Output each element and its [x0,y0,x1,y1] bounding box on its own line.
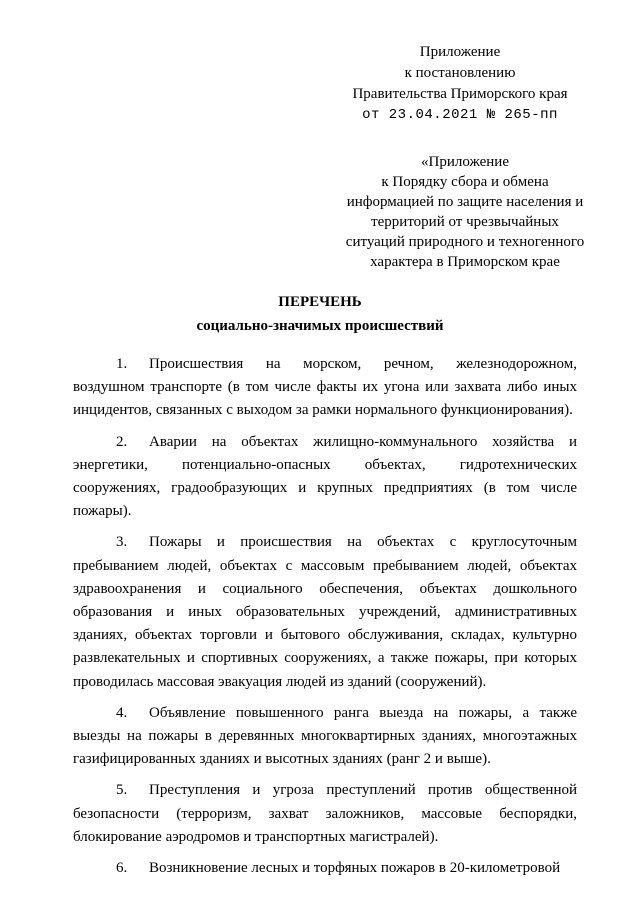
appendix-line-6: характера в Приморском крае [370,254,560,270]
list-item [73,531,577,693]
list-item-text: Возникновение лесных и торфяных пожаров в 20-километровой [149,860,561,877]
header-line-to-resolution: к постановлению [404,65,516,81]
list-item-text: Аварии на объектах жилищно-коммунального хозяйства и энергетики, потенциально-опасных объектах, гидротехнических сооружениях, градообразующих и крупных предприятиях (в том числе пожары). [73,433,577,520]
appendix-line-3: информацией по защите населения и [346,194,584,210]
list-item-number: 1. [116,356,128,372]
appendix-line-2: к Порядку сбора и обмена [381,174,549,190]
list-item [73,353,577,423]
document-title [0,290,640,338]
appendix-line-1: «Приложение [420,154,509,170]
appendix-reference [340,152,590,272]
appendix-line-4: территорий от чрезвычайных [371,214,559,230]
list-item-number: 3. [116,534,128,551]
title-main: ПЕРЕЧЕНЬ [278,294,362,310]
list-item-text: Объявление повышенного ранга выезда на пожары, а также выезды на пожары в деревянных многоквартирных зданиях, многоэтажных газифицированных зданиях и высотных зданиях (ранг 2 и выше). [73,704,577,768]
header-line-government: Правительства Приморского края [352,86,568,102]
list-item-number: 4. [116,704,128,721]
list-item-text: Пожары и происшествия на объектах с круглосуточным пребыванием людей, объектах с массовым пребыванием людей, объектах здравоохранения и социального обеспечения, объектах дошкольного образования и иных образовательных учреждений, административных зданиях, объектах торговли и бытового обслуживания, складах, культурно развлекательных и спортивных сооружениях, а также пожары, при которых проводилась массовая эвакуация людей из зданий (сооружений). [73,534,577,690]
list-item [73,857,577,880]
list-item-text: Преступления и угроза преступлений против общественной безопасности (терроризм, захват заложников, массовые беспорядки, блокирование аэродромов и транспортных магистралей). [73,782,577,845]
list-item [73,431,577,524]
list-item-number: 6. [116,860,128,877]
appendix-line-5: ситуаций природного и техногенного [345,234,585,250]
resolution-header [340,42,580,126]
title-subtitle: социально-значимых происшествий [196,318,444,334]
list-item [73,779,577,849]
list-item-text: Происшествия на морском, речном, железнодорожном, воздушном транспорте (в том числе факты их угона или захвата либо иных инцидентов, связанных с выходом за рамки нормального функционирования). [73,356,577,419]
list-item-number: 2. [116,433,128,450]
list-item [73,702,577,772]
header-line-appendix: Приложение [419,44,501,60]
list-item-number: 5. [116,782,128,799]
header-line-date-number: от 23.04.2021 № 265-пп [362,107,558,123]
incident-list [73,353,577,888]
